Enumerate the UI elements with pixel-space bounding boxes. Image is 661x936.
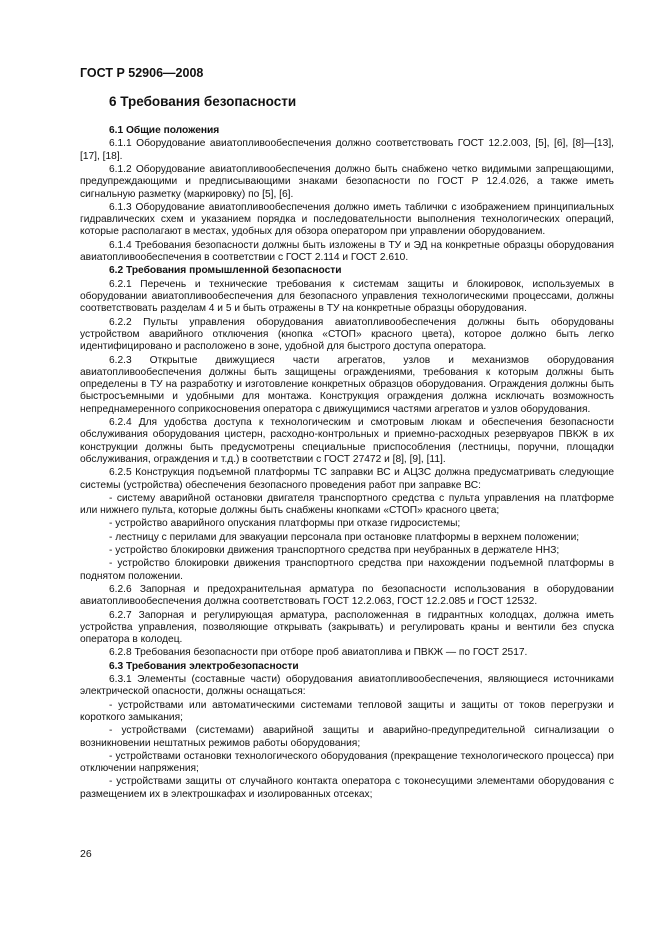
section-title: 6 Требования безопасности	[109, 94, 297, 109]
list-item: - устройствами остановки технологического оборудования (прекращение технологического процесса) при отключении напряжения;	[80, 750, 614, 775]
paragraph: 6.3.1 Элементы (составные части) оборудования авиатопливообеспечения, являющиеся источниками электрической опасности, должны оснащаться:	[80, 674, 614, 698]
paragraph: 6.2.4 Для удобства доступа к технологическим и смотровым люкам и обеспечения безопасности обслуживания оборудования цистерн, расходно-контрольных и приемно-расходных резервуаров ПВКЖ в их конструкции должны быть предусмотрены специальные приспособления (лестницы, поручни, площадки обслуживания, ограждения и т.д.) в соответствии с ГОСТ 27472 и [8], [9], [11].	[80, 417, 614, 465]
paragraph: 6.2.7 Запорная и регулирующая арматура, расположенная в гидрантных колодцах, должна иметь устройства управления, позволяющие открывать (закрывать) и регулировать краны и вентили без спуска оператора в колодец.	[80, 609, 614, 646]
list-item: - устройствами или автоматическими системами тепловой защиты и защиты от токов перегрузки и короткого замыкания;	[80, 699, 614, 723]
paragraph: 6.1.3 Оборудование авиатопливообеспечения должно иметь таблички с изображением принципиальных гидравлических схем и указанием порядка и последовательности выполнения технологических операций, которые располагают в местах, удобных для обзора оператором при управлении оборудованием.	[80, 201, 614, 238]
list-item: - устройствами (системами) аварийной защиты и аварийно-предупредительной сигнализации о возникновении нештатных режимов работы оборудования;	[80, 725, 614, 749]
subsection-title-6-2: 6.2 Требования промышленной безопасности	[109, 265, 342, 277]
list-item: - лестницу с перилами для эвакуации персонала при остановке платформы в верхнем положении;	[109, 531, 580, 543]
paragraph: 6.2.1 Перечень и технические требования к системам защиты и блокировок, используемых в оборудовании авиатопливообеспечения для безопасного управления технологическими процессами, должны соответствовать разделам 4 и 5 и быть отражены в ТУ на конкретные образцы оборудования.	[80, 278, 614, 315]
paragraph: 6.1.4 Требования безопасности должны быть изложены в ТУ и ЭД на конкретные образцы оборудования авиатопливообеспечения в соответствии с ГОСТ 2.114 и ГОСТ 2.610.	[80, 239, 614, 264]
subsection-title-6-3: 6.3 Требования электробезопасности	[109, 660, 299, 672]
paragraph: 6.1.2 Оборудование авиатопливообеспечения должно быть снабжено четко видимыми запрещающими, предупреждающими и предписывающими знаками безопасности по ГОСТ Р 12.4.026, а также иметь сигнальную разметку (маркировку) по [5], [6].	[80, 164, 614, 200]
list-item: - устройство аварийного опускания платформы при отказе гидросистемы;	[109, 518, 461, 530]
paragraph: 6.2.8 Требования безопасности при отборе проб авиатоплива и ПВКЖ — по ГОСТ 2517.	[109, 647, 528, 659]
paragraph: 6.2.3 Открытые движущиеся части агрегатов, узлов и механизмов оборудования авиатопливообеспечения должны быть защищены ограждениями, требования к которым должны быть определены в ТУ на разработку и изготовление конкретных образцов оборудования. Ограждения должны быть быстросъемными и удобными для монтажа. Конструкция ограждения должна исключать возможность непреднамеренного соприкосновения оператора с движущимися частями агрегатов и узлов оборудования.	[80, 354, 614, 415]
page-number: 26	[80, 848, 92, 860]
paragraph: 6.2.6 Запорная и предохранительная арматура по безопасности использования в оборудовании авиатопливообеспечения должна соответствовать ГОСТ 12.2.063, ГОСТ 12.2.085 и ГОСТ 12532.	[80, 583, 614, 608]
list-item: - систему аварийной остановки двигателя транспортного средства с пульта управления на платформе или нижнего пульта, которые должны быть снабжены кнопками «СТОП» красного цвета;	[80, 492, 614, 517]
paragraph: 6.2.5 Конструкция подъемной платформы ТС заправки ВС и АЦЗС должна предусматривать следующие системы (устройства) обеспечения безопасного проведения работ при заправке ВС:	[80, 467, 614, 491]
list-item: - устройство блокировки движения транспортного средства при неубранных в держателе ННЗ;	[109, 545, 560, 557]
list-item: - устройство блокировки движения транспортного средства при нахождении подъемной платформы в поднятом положении.	[80, 558, 614, 582]
paragraph: 6.1.1 Оборудование авиатопливообеспечения должно соответствовать ГОСТ 12.2.003, [5], [6], [8]—[13], [17], [18].	[80, 138, 614, 162]
paragraph: 6.2.2 Пульты управления оборудования авиатопливообеспечения должны быть оборудованы устройством аварийного отключения (кнопка «СТОП» красного цвета), которое должно быть легко идентифицировано и расположено в зоне, удобной для быстрого доступа оператора.	[80, 316, 614, 353]
document-header: ГОСТ Р 52906—2008	[80, 66, 204, 80]
page-content	[80, 94, 614, 802]
subsection-title-6-1: 6.1 Общие положения	[109, 125, 220, 136]
list-item: - устройствами защиты от случайного контакта оператора с токонесущими элементами оборудования с размещением их в электрошкафах и изолированных отсеках;	[80, 776, 614, 800]
